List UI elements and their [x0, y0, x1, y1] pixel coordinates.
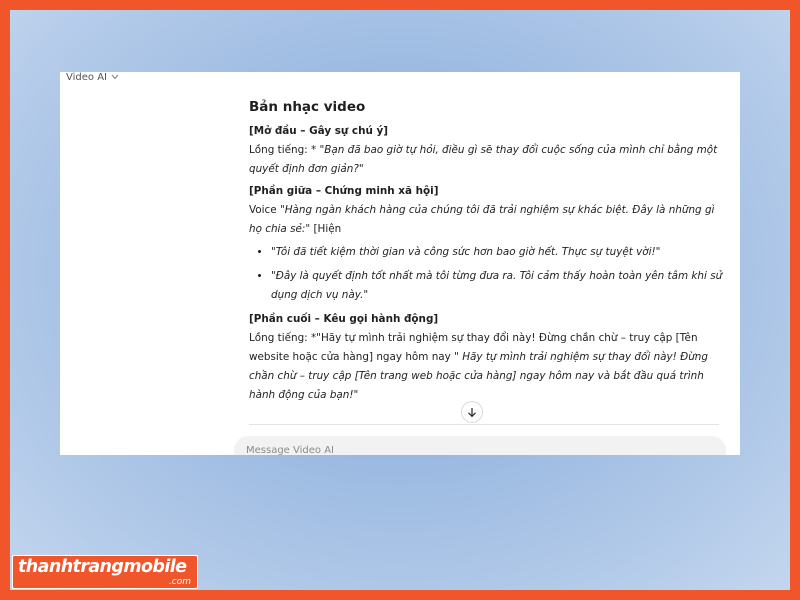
- message-input-placeholder: Message Video AI: [246, 445, 334, 455]
- section-heading-middle: [Phần giữa – Chứng minh xã hội]: [249, 185, 439, 197]
- section-heading-opening: [Mở đầu – Gây sự chú ý]: [249, 125, 389, 137]
- chevron-down-icon: [111, 73, 119, 82]
- middle-quote: "Hàng ngàn khách hàng của chúng tôi đã trải nghiệm sự khác biệt. Đây là những gì họ chia sẻ:": [249, 204, 715, 235]
- middle-suffix: [Hiện: [313, 223, 342, 235]
- list-item: • "Đây là quyết định tốt nhất mà tôi từng đưa ra. Tôi cảm thấy hoàn toàn yên tâm khi sử dụng dịch vụ này.": [271, 267, 729, 305]
- opening-quote: "Bạn đã bao giờ tự hỏi, điều gì sẽ thay đổi cuộc sống của mình chỉ bằng một quyết định đơn giản?": [249, 144, 718, 175]
- chat-window: [60, 72, 740, 455]
- scroll-to-bottom-button[interactable]: [461, 401, 483, 423]
- section-heading-closing: [Phần cuối – Kêu gọi hành động]: [249, 313, 439, 325]
- message-title: Bản nhạc video: [249, 99, 366, 115]
- closing-quote: Hãy tự mình trải nghiệm sự thay đổi này! Đừng chần chừ – truy cập [Tên trang web hoặc cửa hàng] ngay hôm nay và bắt đầu quá trình hành động của bạn!": [249, 351, 708, 401]
- watermark-logo: [12, 555, 198, 589]
- middle-paragraph: [249, 201, 729, 239]
- opening-prefix: Lồng tiếng: *: [249, 144, 320, 156]
- divider: [249, 424, 719, 425]
- closing-prefix: Lồng tiếng: *"Hãy tự mình trải nghiệm sự thay đổi này! Đừng chần chừ – truy cập [Tên website hoặc cửa hàng] ngay hôm nay ": [249, 332, 698, 363]
- closing-paragraph: [249, 329, 729, 405]
- middle-prefix: Voice: [249, 204, 280, 216]
- arrow-down-icon: [467, 403, 477, 422]
- assistant-message: [249, 98, 729, 405]
- opening-paragraph: [249, 141, 729, 179]
- logo-domain: .com: [168, 577, 191, 587]
- message-input[interactable]: [234, 436, 726, 455]
- logo-brand: thanhtrangmobile: [18, 557, 187, 577]
- list-item: • "Tôi đã tiết kiệm thời gian và công sức hơn bao giờ hết. Thực sự tuyệt vời!": [271, 243, 729, 262]
- model-selector[interactable]: [66, 72, 119, 83]
- model-name: Video AI: [66, 72, 107, 83]
- testimonial-list: [249, 243, 729, 305]
